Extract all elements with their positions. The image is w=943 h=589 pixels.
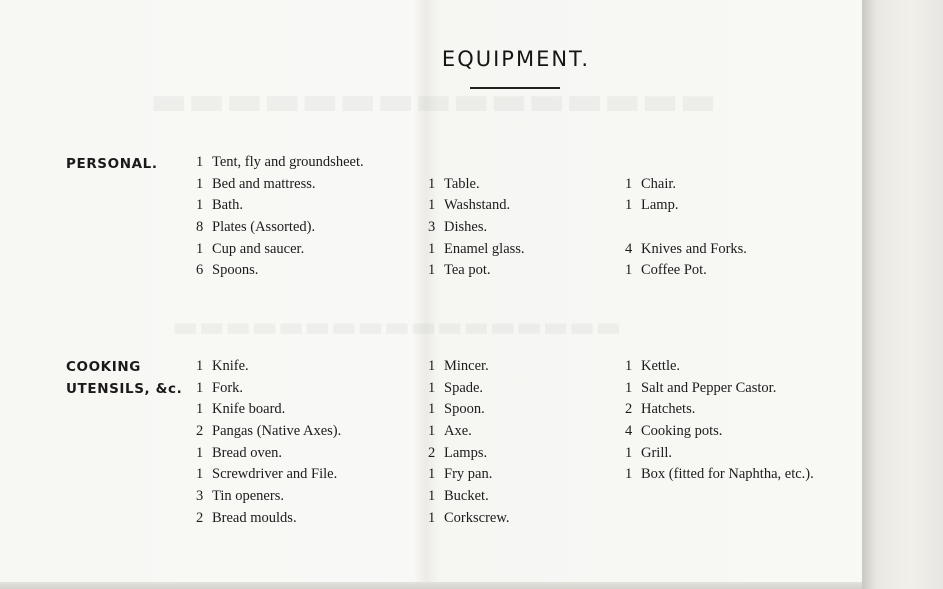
list-item xyxy=(428,464,510,486)
item-name: Bread oven. xyxy=(212,444,283,461)
list-item xyxy=(196,378,341,400)
item-name: Box (fitted for Naphtha, etc.). xyxy=(641,466,814,483)
item-quantity: 2 xyxy=(196,423,204,440)
item-quantity: 1 xyxy=(196,466,204,483)
list-item xyxy=(625,378,814,400)
item-quantity: 1 xyxy=(625,358,633,374)
item-name: Bath. xyxy=(212,197,244,214)
item-name: Tea pot. xyxy=(444,262,491,279)
item-name: Corkscrew. xyxy=(444,509,510,526)
item-quantity: 2 xyxy=(625,401,633,418)
item-name: Spoon. xyxy=(444,401,485,418)
item-name: Coffee Pot. xyxy=(641,262,707,279)
list-item xyxy=(428,356,510,378)
item-quantity: 1 xyxy=(625,466,633,483)
item-quantity: 1 xyxy=(428,488,436,505)
list-item-empty xyxy=(625,217,747,239)
item-quantity: 2 xyxy=(196,509,204,526)
item-quantity: 1 xyxy=(428,466,436,483)
item-quantity: 1 xyxy=(428,358,436,374)
item-name: Knife board. xyxy=(212,401,286,418)
item-quantity: 8 xyxy=(196,219,204,236)
item-name: Pangas (Native Axes). xyxy=(212,423,342,440)
item-quantity: 1 xyxy=(196,444,204,461)
item-name: Bread moulds. xyxy=(212,509,297,526)
list-item xyxy=(196,260,364,282)
list-item xyxy=(196,464,341,486)
list-item xyxy=(196,174,364,196)
item-name: Hatchets. xyxy=(641,401,696,418)
list-item xyxy=(428,443,510,465)
item-name: Washstand. xyxy=(444,197,511,214)
list-item xyxy=(428,508,510,530)
list-item xyxy=(196,508,341,530)
list-item xyxy=(196,421,341,443)
item-name: Kettle. xyxy=(641,358,681,374)
item-name: Chair. xyxy=(641,175,677,192)
item-name: Plates (Assorted). xyxy=(212,219,316,236)
list-item xyxy=(196,486,341,508)
item-name: Cooking pots. xyxy=(641,423,723,440)
item-name: Bucket. xyxy=(444,488,489,505)
page-title: EQUIPMENT. xyxy=(441,47,591,72)
item-quantity: 1 xyxy=(196,175,204,192)
list-item xyxy=(428,486,510,508)
item-name: Cup and saucer. xyxy=(212,240,305,257)
page-bottom-edge xyxy=(0,582,862,589)
list-item xyxy=(196,399,341,421)
list-item xyxy=(428,217,525,239)
list-item-empty xyxy=(625,152,747,174)
item-name: Bed and mattress. xyxy=(212,175,316,192)
section-label-line: PERSONAL. xyxy=(66,156,158,172)
item-name: Fry pan. xyxy=(444,466,493,483)
item-quantity: 1 xyxy=(428,262,436,279)
list-item xyxy=(625,195,747,217)
list-item xyxy=(625,356,814,378)
list-item xyxy=(428,399,510,421)
folded-page-edge xyxy=(862,0,943,589)
cooking-column-1 xyxy=(196,356,341,530)
item-name: Knives and Forks. xyxy=(641,240,747,257)
item-quantity: 6 xyxy=(196,262,204,279)
item-quantity: 1 xyxy=(196,154,204,170)
list-item xyxy=(625,260,747,282)
item-name: Spade. xyxy=(444,379,484,396)
item-quantity: 1 xyxy=(428,401,436,418)
item-quantity: 1 xyxy=(428,240,436,257)
item-name: Mincer. xyxy=(444,358,489,374)
item-quantity: 1 xyxy=(428,197,436,214)
personal-column-3 xyxy=(625,152,747,282)
list-item xyxy=(625,421,814,443)
item-name: Spoons. xyxy=(212,262,259,279)
item-name: Knife. xyxy=(212,358,249,374)
list-item xyxy=(196,195,364,217)
item-quantity: 1 xyxy=(196,379,204,396)
item-name: Fork. xyxy=(212,379,244,396)
list-item xyxy=(428,174,525,196)
item-quantity: 1 xyxy=(625,379,633,396)
section-label-cooking-utensils xyxy=(66,356,182,400)
item-quantity: 1 xyxy=(428,379,436,396)
item-quantity: 1 xyxy=(196,240,204,257)
item-name: Tent, fly and groundsheet. xyxy=(212,154,364,170)
item-quantity: 1 xyxy=(428,423,436,440)
item-quantity: 3 xyxy=(428,219,436,236)
item-quantity: 4 xyxy=(625,423,633,440)
cooking-column-3 xyxy=(625,356,814,486)
list-item xyxy=(625,399,814,421)
list-item xyxy=(428,260,525,282)
list-item xyxy=(428,421,510,443)
title-underline xyxy=(470,87,560,89)
section-label-line: COOKING xyxy=(66,359,141,375)
section-label-personal xyxy=(66,153,158,175)
section-label-line: UTENSILS, &c. xyxy=(66,381,183,397)
item-name: Lamps. xyxy=(444,444,488,461)
personal-column-1 xyxy=(196,152,364,282)
list-item xyxy=(625,464,814,486)
list-item xyxy=(196,443,341,465)
list-item xyxy=(428,378,510,400)
item-name: Table. xyxy=(444,175,480,192)
item-name: Axe. xyxy=(444,423,472,440)
item-quantity: 2 xyxy=(428,444,436,461)
list-item-empty xyxy=(428,152,525,174)
item-name: Dishes. xyxy=(444,219,488,236)
list-item xyxy=(196,152,364,174)
item-name: Tin openers. xyxy=(212,488,284,505)
list-item xyxy=(196,217,364,239)
item-quantity: 1 xyxy=(625,175,633,192)
list-item xyxy=(428,195,525,217)
list-item xyxy=(196,356,341,378)
list-item xyxy=(625,443,814,465)
item-quantity: 1 xyxy=(428,175,436,192)
list-item xyxy=(625,239,747,261)
item-quantity: 1 xyxy=(625,262,633,279)
cooking-column-2 xyxy=(428,356,510,530)
item-quantity: 1 xyxy=(625,444,633,461)
list-item xyxy=(196,239,364,261)
item-quantity: 1 xyxy=(196,401,204,418)
item-quantity: 1 xyxy=(428,509,436,526)
item-quantity: 1 xyxy=(625,197,633,214)
item-quantity: 4 xyxy=(625,240,633,257)
item-name: Grill. xyxy=(641,444,673,461)
item-name: Lamp. xyxy=(641,197,679,214)
item-quantity: 3 xyxy=(196,488,204,505)
item-name: Screwdriver and File. xyxy=(212,466,338,483)
item-quantity: 1 xyxy=(196,197,204,214)
item-quantity: 1 xyxy=(196,358,204,374)
item-name: Salt and Pepper Castor. xyxy=(641,379,777,396)
personal-column-2 xyxy=(428,152,525,282)
item-name: Enamel glass. xyxy=(444,240,525,257)
list-item xyxy=(625,174,747,196)
list-item xyxy=(428,239,525,261)
